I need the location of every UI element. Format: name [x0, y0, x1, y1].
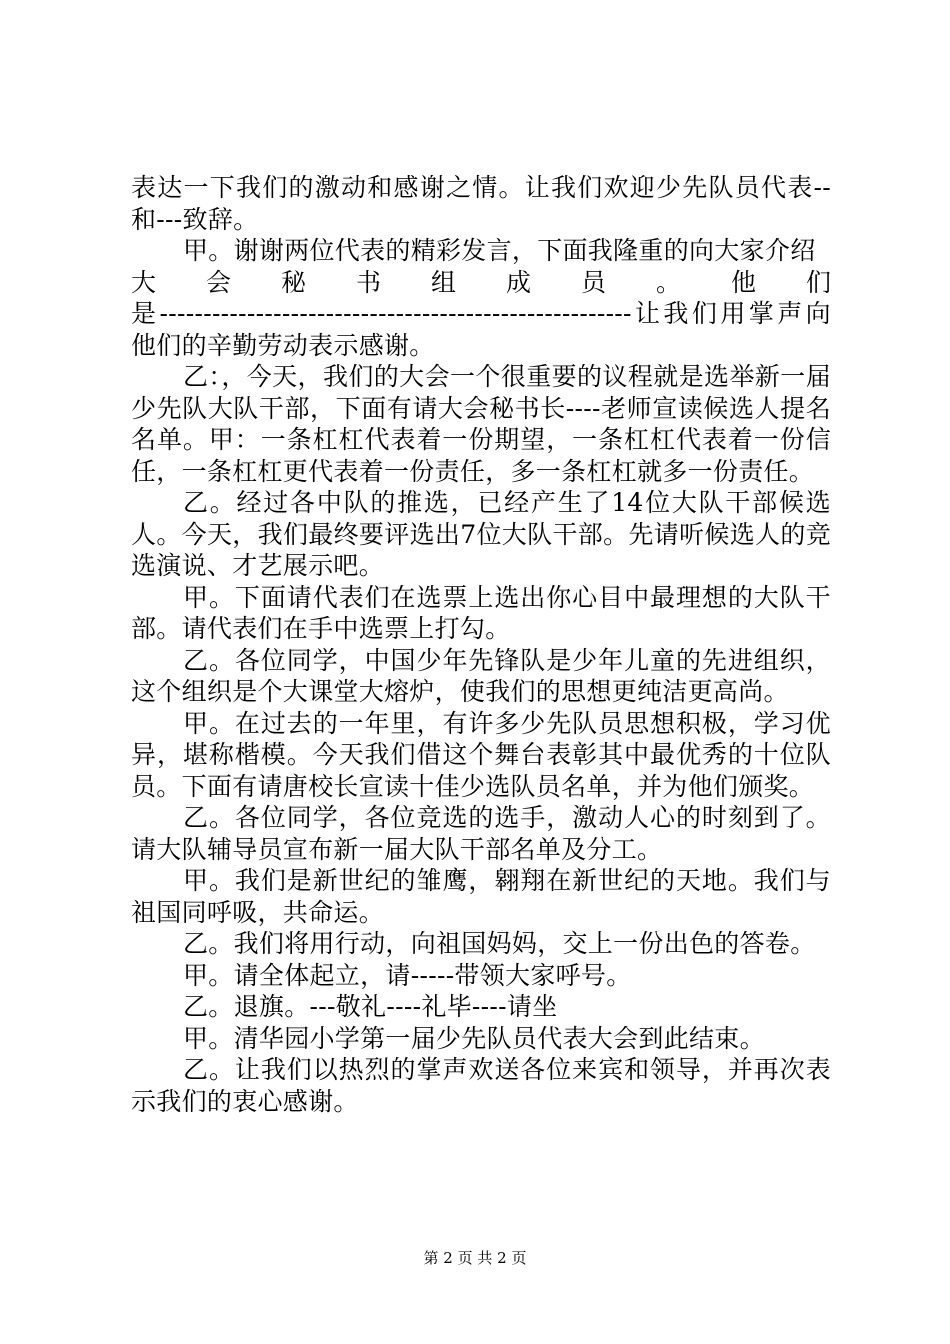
paragraph-3: 大 会 秘 书 组 成 员 。 他 们: [131, 267, 831, 297]
page-footer: [0, 1248, 950, 1268]
paragraph-14: 乙。退旗。---敬礼----礼毕----请坐: [183, 992, 558, 1021]
paragraph-6: 乙。经过各中队的推选，已经产生了14位大队干部候选人。今天，我们最终要评选出7位大队干部。先请听候选人的竞选演说、才艺展示吧。: [131, 488, 831, 580]
paragraph-4: 是------------------------------------------------------让我们用掌声向他们的辛勤劳动表示感谢。: [131, 299, 831, 360]
paragraph-13: 甲。请全体起立，请-----带领大家呼号。: [183, 960, 632, 990]
paragraph-1: 表达一下我们的激动和感谢之情。让我们欢迎少先队员代表--和---致辞。: [131, 173, 831, 234]
page-number-label: 第 2 页 共 2 页: [423, 1249, 527, 1267]
paragraph-11: 甲。我们是新世纪的雏鹰，翱翔在新世纪的天地。我们与祖国同呼吸，共命运。: [131, 866, 831, 927]
paragraph-8: 乙。各位同学，中国少年先锋队是少年儿童的先进组织，这个组织是个大课堂大熔炉，使我们的思想更纯洁更高尚。: [131, 645, 831, 706]
paragraph-16: 乙。让我们以热烈的掌声欢送各位来宾和领导，并再次表示我们的衷心感谢。: [131, 1055, 831, 1116]
paragraph-9: 甲。在过去的一年里，有许多少先队员思想积极，学习优异，堪称楷模。今天我们借这个舞台表彰其中最优秀的十位队员。下面有请唐校长宣读十佳少选队员名单，并为他们颁奖。: [131, 708, 831, 801]
document-body: [131, 172, 831, 1117]
paragraph-10: 乙。各位同学，各位竞选的选手，激动人心的时刻到了。请大队辅导员宣布新一届大队干部名单及分工。: [131, 803, 831, 864]
paragraph-12: 乙。我们将用行动，向祖国妈妈，交上一份出色的答卷。: [183, 929, 816, 958]
paragraph-2: 甲。谢谢两位代表的精彩发言，下面我隆重的向大家介绍: [183, 236, 816, 265]
paragraph-5: 乙：，今天，我们的大会一个很重要的议程就是选举新一届少先队大队干部，下面有请大会秘书长----老师宣读候选人提名名单。甲：一条杠杠代表着一份期望，一条杠杠代表着一份信任，一条杠杠更代表着一份责任，多一条杠杠就多一份责任。: [131, 362, 831, 486]
paragraph-15: 甲。清华园小学第一届少先队员代表大会到此结束。: [183, 1023, 765, 1053]
paragraph-7: 甲。下面请代表们在选票上选出你心目中最理想的大队干部。请代表们在手中选票上打勾。: [131, 582, 831, 643]
